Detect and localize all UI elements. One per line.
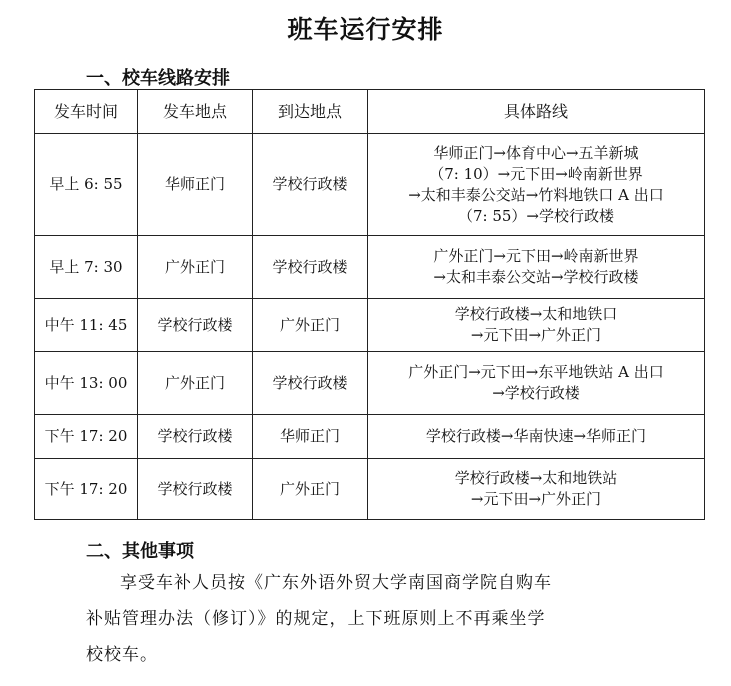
route-line: 学校行政楼→太和地铁站 — [454, 469, 618, 487]
paragraph-line: 补贴管理办法（修订）》的规定，上下班原则上不再乘坐学 — [86, 609, 546, 629]
cell-from: 学校行政楼 — [138, 459, 253, 520]
cell-from: 广外正门 — [138, 352, 253, 415]
cell-to: 广外正门 — [253, 459, 368, 520]
section-heading-other-matters: 二、其他事项 — [86, 541, 194, 562]
header-departure-time: 发车时间 — [35, 90, 138, 134]
route-line: 广外正门→元下田→岭南新世界 — [433, 247, 639, 265]
cell-route — [368, 415, 705, 459]
route-line: →元下田→广外正门 — [470, 326, 602, 344]
table-header-row — [35, 90, 705, 134]
cell-from: 华师正门 — [138, 134, 253, 236]
table-row — [35, 236, 705, 299]
header-arrival-place: 到达地点 — [253, 90, 368, 134]
table-row — [35, 459, 705, 520]
table-row — [35, 134, 705, 236]
cell-route — [368, 459, 705, 520]
cell-to: 学校行政楼 — [253, 352, 368, 415]
cell-to: 广外正门 — [253, 299, 368, 352]
cell-to: 华师正门 — [253, 415, 368, 459]
section-heading-bus-routes: 一、校车线路安排 — [86, 68, 230, 89]
bus-schedule-table — [34, 89, 705, 520]
route-line: →元下田→广外正门 — [470, 490, 602, 508]
cell-from: 广外正门 — [138, 236, 253, 299]
paragraph-line: 享受车补人员按《广东外语外贸大学南国商学院自购车 — [120, 573, 552, 593]
paragraph-line: 校校车。 — [86, 645, 158, 665]
cell-time: 下午 17: 20 — [35, 415, 138, 459]
route-line: 学校行政楼→太和地铁口 — [454, 305, 618, 323]
cell-route — [368, 134, 705, 236]
route-line: 广外正门→元下田→东平地铁站 A 出口 — [408, 363, 664, 381]
cell-time: 早上 6: 55 — [35, 134, 138, 236]
cell-route — [368, 236, 705, 299]
route-line: →学校行政楼 — [492, 384, 580, 402]
cell-to: 学校行政楼 — [253, 134, 368, 236]
table-row — [35, 352, 705, 415]
route-line: 学校行政楼→华南快速→华师正门 — [425, 427, 647, 445]
table-row — [35, 415, 705, 459]
route-line: →太和丰泰公交站→竹料地铁口 A 出口 — [408, 185, 664, 204]
table-row — [35, 299, 705, 352]
header-departure-place: 发车地点 — [138, 90, 253, 134]
cell-route — [368, 352, 705, 415]
page-title: 班车运行安排 — [287, 15, 444, 44]
cell-to: 学校行政楼 — [253, 236, 368, 299]
cell-time: 下午 17: 20 — [35, 459, 138, 520]
cell-route — [368, 299, 705, 352]
cell-from: 学校行政楼 — [138, 415, 253, 459]
route-line: 华师正门→体育中心→五羊新城 — [433, 143, 639, 162]
cell-time: 早上 7: 30 — [35, 236, 138, 299]
other-matters-paragraph — [86, 565, 646, 673]
route-line: （7: 10）→元下田→岭南新世界 — [429, 164, 643, 183]
route-line: →太和丰泰公交站→学校行政楼 — [433, 268, 639, 286]
header-route: 具体路线 — [368, 90, 705, 134]
route-line: （7: 55）→学校行政楼 — [457, 206, 615, 225]
cell-from: 学校行政楼 — [138, 299, 253, 352]
cell-time: 中午 11: 45 — [35, 299, 138, 352]
cell-time: 中午 13: 00 — [35, 352, 138, 415]
